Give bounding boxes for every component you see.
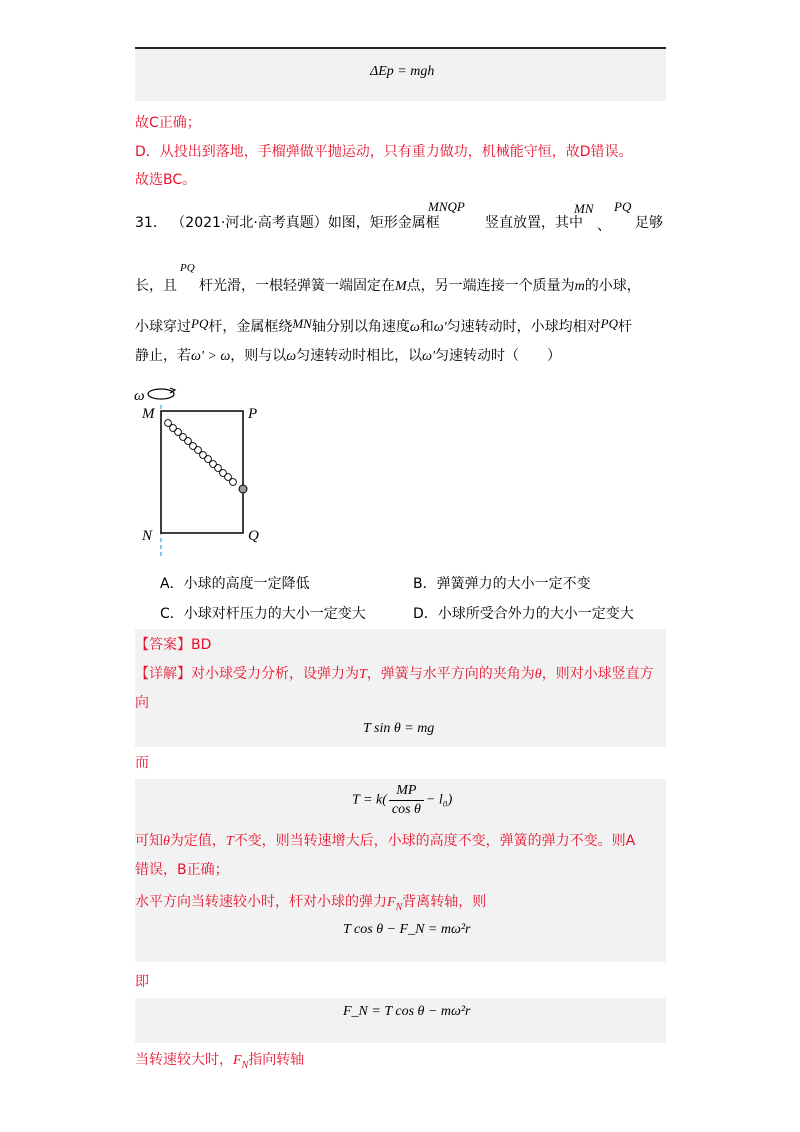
equation-1: T sin θ = mg: [363, 721, 435, 736]
question-text-1sep: 、: [597, 218, 611, 234]
answer-value: BD: [191, 637, 212, 653]
last-b: 指向转轴: [248, 1052, 305, 1068]
label-n: N: [142, 528, 153, 544]
q3-pq-2: PQ: [600, 316, 618, 331]
option-b: B．弹簧弹力的大小一定不变: [413, 576, 591, 592]
q3-pq: PQ: [191, 316, 209, 331]
spring: [165, 420, 237, 486]
symbol-mnqp: MNQP: [428, 199, 465, 214]
eq2-fraction: [389, 782, 424, 819]
detail-text2: ，弹簧与水平方向的夹角为: [366, 666, 535, 682]
q3-a: 小球穿过: [135, 319, 191, 335]
question-text-1b: 竖直放置，其中: [485, 215, 583, 231]
symbol-mn: MN: [574, 201, 594, 216]
question-text-2a: 长，且: [135, 278, 177, 294]
q3-b: 杆，金属框绕: [208, 319, 293, 335]
label-q: Q: [248, 528, 259, 544]
p2-f: F: [387, 895, 396, 910]
question-text-2b: [199, 276, 641, 297]
question-text-2b-part1: 杆光滑，一根轻弹簧一端固定在: [199, 278, 395, 294]
detail-line-2: 向: [135, 695, 149, 711]
eq2-denominator: cos θ: [391, 802, 421, 817]
answer-label: 【答案】: [135, 637, 191, 653]
last-sub: N: [241, 1059, 249, 1071]
q3-and: 和: [419, 319, 434, 335]
explain-line-3: [135, 892, 486, 918]
symbol-pq-2: PQ: [180, 262, 195, 274]
detail-label: 【详解】: [135, 666, 191, 682]
detail-theta1: θ: [534, 667, 542, 682]
detail-text3: ，则对小球竖直方: [541, 666, 654, 682]
p2-b: 背离转轴，则: [402, 894, 487, 910]
q4-cond: ω' > ω: [191, 349, 231, 364]
symbol-pq-1: PQ: [614, 199, 632, 214]
last-line: [135, 1050, 304, 1076]
q3-d: 匀速转动时，小球均相对: [446, 319, 601, 335]
detail-line-1: [135, 664, 654, 685]
rotation-arrow: [148, 389, 174, 399]
option-c: C．小球对杆压力的大小一定变大: [160, 606, 366, 622]
question-source: （2021·河北·高考真题）: [171, 215, 328, 231]
label-omega: ω: [134, 388, 145, 404]
label-p: P: [248, 406, 258, 422]
d-explanation-text: D．从投出到落地，手榴弹做平抛运动，只有重力做功，机械能守恒，故D错误。: [135, 144, 633, 160]
p1-a: 可知: [135, 833, 163, 849]
option-d: D．小球所受合外力的大小一定变大: [413, 606, 634, 622]
q3-omega-prime: ω': [433, 320, 447, 335]
p2-a: 水平方向当转速较小时，杆对小球的弹力: [135, 894, 387, 910]
detail-text1: 对小球受力分析，设弹力为: [191, 666, 359, 682]
q4-b: ，则与以: [230, 348, 287, 364]
eq2-right: − l₀): [425, 792, 453, 808]
q3-mn: MN: [292, 316, 312, 331]
q4-c: 匀速转动时相比，以: [296, 348, 423, 364]
equation-3: T cos θ − F_N = mω²r: [343, 922, 471, 937]
option-a: A．小球的高度一定降低: [160, 576, 310, 592]
c-correct-text: 故C正确；: [135, 115, 201, 131]
question-text-1a: 如图，矩形金属框: [327, 215, 440, 231]
q3-c: 轴分别以角速度: [311, 319, 410, 335]
p1-b: 为定值，: [169, 833, 226, 849]
question-text-2b-part2: 点，另一端连接一个质量为: [406, 278, 575, 294]
equation-delta-ep: ΔEp = mgh: [370, 64, 435, 79]
p2-sub: N: [395, 901, 403, 913]
ji-text: 即: [135, 974, 149, 990]
eq2-left: T = k(: [352, 792, 387, 808]
label-m: M: [142, 406, 155, 422]
point-m: M: [395, 279, 407, 294]
q3-omega: ω: [409, 320, 420, 335]
answer-select-text: 故选BC。: [135, 172, 197, 188]
p1-c: 不变，则当转速增大后，小球的高度不变，弹簧的弹力不变。则A: [233, 833, 636, 849]
er-text: 而: [135, 755, 149, 771]
question-line-1: [135, 213, 440, 233]
q4-omega-prime: ω': [422, 349, 435, 364]
small-ball: [239, 485, 247, 493]
equation-4: F_N = T cos θ − mω²r: [343, 1004, 471, 1019]
question-number: 31．: [135, 215, 167, 231]
question-line-3: [135, 317, 632, 338]
last-a: 当转速较大时，: [135, 1052, 233, 1068]
mass-m: m: [574, 279, 585, 294]
eq2-numerator: MP: [389, 782, 424, 801]
explain-line-2: 错误，B正确；: [135, 862, 229, 878]
question-text-2b-part3: 的小球，: [584, 278, 641, 294]
p1-theta: θ: [163, 834, 170, 849]
q4-a: 静止，若: [135, 348, 191, 364]
explain-line-1: [135, 831, 635, 852]
last-f: F: [233, 1053, 242, 1068]
q3-e: 杆: [617, 319, 632, 335]
p1-t: T: [225, 834, 234, 849]
q4-omega: ω: [286, 349, 297, 364]
answer-line: [135, 635, 211, 655]
rotating-frame-figure: [130, 380, 280, 560]
question-text-1c: 足够: [635, 215, 663, 231]
equation-2: [352, 782, 452, 819]
question-line-4: [135, 346, 561, 367]
q4-d: 匀速转动时（ ）: [435, 348, 561, 364]
detail-t1: T: [359, 667, 367, 682]
metal-frame: [161, 411, 243, 533]
